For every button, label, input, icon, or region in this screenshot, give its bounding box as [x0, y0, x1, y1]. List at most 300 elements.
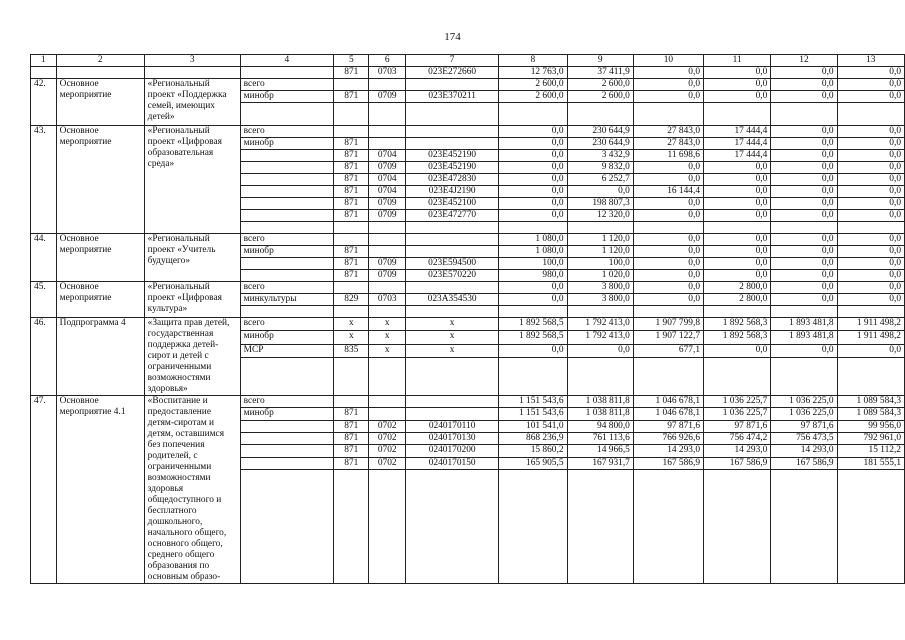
empty-cell: [771, 469, 837, 583]
recipient-cell: [240, 270, 333, 282]
year-2024-cell: 0,0: [837, 79, 904, 91]
target-article-cell: 023E452190: [405, 150, 498, 162]
target-article-cell: 023E594500: [405, 258, 498, 270]
empty-cell: [499, 306, 567, 318]
header-cell: 6: [369, 55, 406, 67]
year-2020-cell: 37 411,9: [567, 67, 633, 79]
year-2023-cell: 0,0: [771, 79, 837, 91]
recipient-cell: всего: [240, 282, 333, 294]
year-2023-cell: 0,0: [771, 198, 837, 210]
empty-cell: [633, 103, 703, 126]
empty-cell: [633, 469, 703, 583]
gpbs-cell: 829: [334, 294, 369, 306]
year-2020-cell: 14 966,5: [567, 445, 633, 457]
header-cell: 2: [56, 55, 144, 67]
gpbs-cell: [334, 234, 369, 246]
year-2024-cell: 1 089 584,3: [837, 408, 904, 420]
recipient-cell: [240, 198, 333, 210]
year-2021-cell: 27 843,0: [633, 138, 703, 150]
target-article-cell: 023A354530: [405, 294, 498, 306]
header-cell: 11: [704, 55, 771, 67]
table-body: [31, 67, 905, 584]
year-2019-cell: 1 151 543,6: [499, 396, 567, 408]
section-cell: [369, 408, 406, 420]
empty-cell: [405, 306, 498, 318]
event-name-cell: Основное мероприятие: [56, 234, 144, 282]
empty-cell: [334, 469, 369, 583]
empty-cell: [837, 469, 904, 583]
empty-cell: [405, 103, 498, 126]
year-2021-cell: 0,0: [633, 174, 703, 186]
year-2024-cell: 1 089 584,3: [837, 396, 904, 408]
empty-cell: [240, 103, 333, 126]
year-2021-cell: 1 046 678,1: [633, 396, 703, 408]
target-article-cell: 0240170150: [405, 457, 498, 469]
empty-cell: [240, 358, 333, 396]
recipient-cell: [240, 150, 333, 162]
year-2019-cell: 0,0: [499, 126, 567, 138]
year-2024-cell: 0,0: [837, 270, 904, 282]
year-2022-cell: 0,0: [704, 186, 771, 198]
section-cell: 0704: [369, 186, 406, 198]
year-2022-cell: 17 444,4: [704, 150, 771, 162]
event-name-cell: Основное мероприятие: [56, 79, 144, 126]
event-name-cell: [56, 67, 144, 79]
empty-cell: [499, 103, 567, 126]
section-cell: x: [369, 344, 406, 357]
event-name-cell: Основное мероприятие: [56, 126, 144, 234]
empty-cell: [334, 358, 369, 396]
gpbs-cell: 871: [334, 270, 369, 282]
year-2021-cell: 0,0: [633, 294, 703, 306]
empty-cell: [704, 222, 771, 234]
table-row: [31, 79, 905, 91]
section-cell: 0709: [369, 162, 406, 174]
year-2022-cell: 0,0: [704, 91, 771, 103]
year-2024-cell: 792 961,0: [837, 432, 904, 444]
year-2020-cell: 230 644,9: [567, 126, 633, 138]
recipient-cell: [240, 67, 333, 79]
year-2021-cell: 11 698,6: [633, 150, 703, 162]
empty-cell: [837, 222, 904, 234]
recipient-cell: [240, 445, 333, 457]
year-2022-cell: 2 800,0: [704, 294, 771, 306]
year-2020-cell: 1 038 811,8: [567, 396, 633, 408]
year-2022-cell: 0,0: [704, 174, 771, 186]
target-article-cell: 023E472830: [405, 174, 498, 186]
year-2021-cell: 16 144,4: [633, 186, 703, 198]
year-2022-cell: 0,0: [704, 258, 771, 270]
year-2023-cell: 167 586,9: [771, 457, 837, 469]
year-2023-cell: 0,0: [771, 162, 837, 174]
target-article-cell: [405, 234, 498, 246]
section-cell: [369, 234, 406, 246]
year-2019-cell: 2 600,0: [499, 91, 567, 103]
year-2020-cell: 94 800,0: [567, 420, 633, 432]
year-2021-cell: 0,0: [633, 198, 703, 210]
empty-cell: [240, 306, 333, 318]
empty-cell: [567, 358, 633, 396]
year-2024-cell: 0,0: [837, 91, 904, 103]
year-2023-cell: 14 293,0: [771, 445, 837, 457]
gpbs-cell: 871: [334, 420, 369, 432]
empty-cell: [499, 222, 567, 234]
year-2023-cell: 0,0: [771, 174, 837, 186]
empty-cell: [567, 469, 633, 583]
year-2019-cell: 0,0: [499, 344, 567, 357]
header-cell: 3: [144, 55, 240, 67]
gpbs-cell: [334, 126, 369, 138]
empty-cell: [334, 306, 369, 318]
project-cell: «Региональный проект «Поддержка семей, имеющих детей»: [144, 79, 240, 126]
empty-cell: [704, 358, 771, 396]
recipient-cell: всего: [240, 126, 333, 138]
year-2023-cell: 0,0: [771, 150, 837, 162]
target-article-cell: [405, 396, 498, 408]
gpbs-cell: 871: [334, 91, 369, 103]
project-cell: «Воспитание и предоставление детям-сиротам и детям, оставшимся без попечения родителей, с ограниченными возможностями здоровья общедоступного и бесплатного дошкольного, начального общего, основного общего, среднего общего образования по основным образо-: [144, 396, 240, 584]
year-2022-cell: 1 892 568,3: [704, 331, 771, 344]
year-2021-cell: 1 907 122,7: [633, 331, 703, 344]
year-2020-cell: 9 832,0: [567, 162, 633, 174]
year-2022-cell: 1 892 568,3: [704, 318, 771, 331]
year-2023-cell: 0,0: [771, 294, 837, 306]
year-2024-cell: 0,0: [837, 258, 904, 270]
header-cell: 12: [771, 55, 837, 67]
year-2022-cell: 97 871,6: [704, 420, 771, 432]
year-2020-cell: 1 792 413,0: [567, 318, 633, 331]
target-article-cell: 023E370211: [405, 91, 498, 103]
year-2021-cell: 0,0: [633, 270, 703, 282]
year-2023-cell: 0,0: [771, 186, 837, 198]
target-article-cell: 023E452100: [405, 198, 498, 210]
year-2020-cell: 198 807,3: [567, 198, 633, 210]
year-2022-cell: 0,0: [704, 210, 771, 222]
year-2021-cell: 0,0: [633, 210, 703, 222]
year-2020-cell: 2 600,0: [567, 79, 633, 91]
recipient-cell: [240, 420, 333, 432]
year-2019-cell: 1 892 568,5: [499, 318, 567, 331]
section-cell: [369, 79, 406, 91]
empty-cell: [633, 358, 703, 396]
project-cell: «Защита прав детей, государственная поддержка детей-сирот и детей с ограниченными возможностями здоровья»: [144, 318, 240, 396]
gpbs-cell: 871: [334, 432, 369, 444]
header-cell: 1: [31, 55, 57, 67]
target-article-cell: x: [405, 331, 498, 344]
recipient-cell: всего: [240, 234, 333, 246]
year-2023-cell: 0,0: [771, 138, 837, 150]
gpbs-cell: 871: [334, 210, 369, 222]
year-2023-cell: 756 473,5: [771, 432, 837, 444]
year-2024-cell: 0,0: [837, 174, 904, 186]
year-2019-cell: 0,0: [499, 150, 567, 162]
year-2023-cell: 0,0: [771, 67, 837, 79]
year-2024-cell: 0,0: [837, 210, 904, 222]
gpbs-cell: [334, 79, 369, 91]
year-2021-cell: 0,0: [633, 234, 703, 246]
row-number-cell: 43.: [31, 126, 57, 234]
year-2023-cell: 0,0: [771, 246, 837, 258]
year-2024-cell: 0,0: [837, 67, 904, 79]
recipient-cell: всего: [240, 318, 333, 331]
year-2020-cell: 3 432,9: [567, 150, 633, 162]
year-2020-cell: 1 020,0: [567, 270, 633, 282]
target-article-cell: [405, 79, 498, 91]
gpbs-cell: [334, 282, 369, 294]
empty-cell: [633, 306, 703, 318]
empty-cell: [405, 469, 498, 583]
year-2019-cell: 0,0: [499, 174, 567, 186]
year-2023-cell: 0,0: [771, 270, 837, 282]
year-2023-cell: 1 893 481,8: [771, 331, 837, 344]
year-2023-cell: 0,0: [771, 126, 837, 138]
empty-cell: [567, 306, 633, 318]
table-row: [31, 234, 905, 246]
year-2022-cell: 14 293,0: [704, 445, 771, 457]
year-2019-cell: 1 080,0: [499, 234, 567, 246]
gpbs-cell: 835: [334, 344, 369, 357]
page-number: 174: [444, 31, 461, 43]
header-cell: 13: [837, 55, 904, 67]
year-2023-cell: 0,0: [771, 210, 837, 222]
year-2021-cell: 1 907 799,8: [633, 318, 703, 331]
empty-cell: [499, 358, 567, 396]
year-2020-cell: 100,0: [567, 258, 633, 270]
gpbs-cell: 871: [334, 138, 369, 150]
year-2023-cell: 1 036 225,0: [771, 396, 837, 408]
year-2019-cell: 0,0: [499, 162, 567, 174]
empty-cell: [704, 469, 771, 583]
target-article-cell: x: [405, 344, 498, 357]
recipient-cell: минобр: [240, 246, 333, 258]
empty-cell: [567, 103, 633, 126]
gpbs-cell: 871: [334, 174, 369, 186]
year-2021-cell: 0,0: [633, 246, 703, 258]
header-cell: 8: [499, 55, 567, 67]
section-cell: 0702: [369, 445, 406, 457]
section-cell: x: [369, 331, 406, 344]
year-2019-cell: 980,0: [499, 270, 567, 282]
year-2021-cell: 0,0: [633, 162, 703, 174]
gpbs-cell: 871: [334, 258, 369, 270]
year-2024-cell: 99 956,0: [837, 420, 904, 432]
gpbs-cell: [334, 396, 369, 408]
year-2019-cell: 868 236,9: [499, 432, 567, 444]
empty-cell: [369, 358, 406, 396]
empty-cell: [499, 469, 567, 583]
year-2022-cell: 0,0: [704, 270, 771, 282]
target-article-cell: 023E472770: [405, 210, 498, 222]
gpbs-cell: 871: [334, 445, 369, 457]
year-2021-cell: 97 871,6: [633, 420, 703, 432]
year-2020-cell: 761 113,6: [567, 432, 633, 444]
year-2024-cell: 0,0: [837, 162, 904, 174]
row-number-cell: 44.: [31, 234, 57, 282]
row-number-cell: 46.: [31, 318, 57, 396]
year-2022-cell: 0,0: [704, 67, 771, 79]
year-2022-cell: 0,0: [704, 198, 771, 210]
year-2024-cell: 0,0: [837, 126, 904, 138]
year-2024-cell: 0,0: [837, 234, 904, 246]
year-2022-cell: 0,0: [704, 79, 771, 91]
empty-cell: [837, 103, 904, 126]
row-number-cell: [31, 67, 57, 79]
target-article-cell: 023E272660: [405, 67, 498, 79]
year-2020-cell: 1 038 811,8: [567, 408, 633, 420]
table-row: [31, 396, 905, 408]
year-2019-cell: 0,0: [499, 282, 567, 294]
year-2019-cell: 12 763,0: [499, 67, 567, 79]
year-2024-cell: 1 911 498,2: [837, 318, 904, 331]
year-2023-cell: 0,0: [771, 91, 837, 103]
gpbs-cell: x: [334, 331, 369, 344]
row-number-cell: 42.: [31, 79, 57, 126]
year-2021-cell: 0,0: [633, 282, 703, 294]
empty-cell: [334, 222, 369, 234]
year-2019-cell: 0,0: [499, 186, 567, 198]
section-cell: [369, 282, 406, 294]
year-2023-cell: 0,0: [771, 258, 837, 270]
year-2021-cell: 0,0: [633, 258, 703, 270]
empty-cell: [771, 103, 837, 126]
year-2024-cell: 15 112,2: [837, 445, 904, 457]
year-2022-cell: 756 474,2: [704, 432, 771, 444]
empty-cell: [837, 358, 904, 396]
year-2024-cell: 0,0: [837, 198, 904, 210]
gpbs-cell: 871: [334, 408, 369, 420]
year-2020-cell: 12 320,0: [567, 210, 633, 222]
target-article-cell: [405, 282, 498, 294]
table-row: [31, 318, 905, 331]
year-2023-cell: 97 871,6: [771, 420, 837, 432]
target-article-cell: 023E4J2190: [405, 186, 498, 198]
year-2019-cell: 101 541,0: [499, 420, 567, 432]
empty-cell: [369, 469, 406, 583]
section-cell: 0709: [369, 210, 406, 222]
year-2021-cell: 1 046 678,1: [633, 408, 703, 420]
year-2019-cell: 100,0: [499, 258, 567, 270]
recipient-cell: [240, 186, 333, 198]
section-cell: 0702: [369, 432, 406, 444]
year-2020-cell: 0,0: [567, 344, 633, 357]
gpbs-cell: 871: [334, 457, 369, 469]
empty-cell: [405, 222, 498, 234]
year-2024-cell: 0,0: [837, 282, 904, 294]
recipient-cell: [240, 174, 333, 186]
target-article-cell: 0240170130: [405, 432, 498, 444]
year-2023-cell: 0,0: [771, 282, 837, 294]
empty-cell: [633, 222, 703, 234]
project-cell: «Региональный проект «Цифровая образовательная среда»: [144, 126, 240, 234]
year-2020-cell: 3 800,0: [567, 294, 633, 306]
header-cell: 5: [334, 55, 369, 67]
year-2019-cell: 2 600,0: [499, 79, 567, 91]
year-2019-cell: 1 151 543,6: [499, 408, 567, 420]
section-cell: [369, 138, 406, 150]
year-2022-cell: 2 800,0: [704, 282, 771, 294]
year-2020-cell: 1 792 413,0: [567, 331, 633, 344]
year-2023-cell: 1 036 225,0: [771, 408, 837, 420]
section-cell: 0702: [369, 420, 406, 432]
year-2024-cell: 0,0: [837, 138, 904, 150]
recipient-cell: [240, 162, 333, 174]
section-cell: [369, 396, 406, 408]
empty-cell: [405, 358, 498, 396]
year-2024-cell: 181 555,1: [837, 457, 904, 469]
recipient-cell: [240, 432, 333, 444]
empty-cell: [567, 222, 633, 234]
target-article-cell: 0240170110: [405, 420, 498, 432]
year-2019-cell: 0,0: [499, 198, 567, 210]
year-2022-cell: 0,0: [704, 246, 771, 258]
section-cell: 0709: [369, 258, 406, 270]
recipient-cell: [240, 457, 333, 469]
event-name-cell: Подпрограмма 4: [56, 318, 144, 396]
target-article-cell: [405, 126, 498, 138]
year-2019-cell: 1 892 568,5: [499, 331, 567, 344]
target-article-cell: [405, 408, 498, 420]
event-name-cell: Основное мероприятие 4.1: [56, 396, 144, 584]
year-2022-cell: 1 036 225,7: [704, 408, 771, 420]
year-2020-cell: 2 600,0: [567, 91, 633, 103]
empty-cell: [240, 469, 333, 583]
year-2021-cell: 0,0: [633, 91, 703, 103]
header-cell: 4: [240, 55, 333, 67]
year-2024-cell: 0,0: [837, 186, 904, 198]
gpbs-cell: x: [334, 318, 369, 331]
year-2019-cell: 0,0: [499, 138, 567, 150]
gpbs-cell: 871: [334, 198, 369, 210]
recipient-cell: [240, 258, 333, 270]
year-2022-cell: 17 444,4: [704, 138, 771, 150]
project-cell: «Региональный проект «Цифровая культура»: [144, 282, 240, 318]
section-cell: x: [369, 318, 406, 331]
year-2021-cell: 766 926,6: [633, 432, 703, 444]
recipient-cell: минобр: [240, 138, 333, 150]
recipient-cell: минобр: [240, 331, 333, 344]
target-article-cell: 023E570220: [405, 270, 498, 282]
year-2020-cell: 1 120,0: [567, 246, 633, 258]
empty-cell: [369, 103, 406, 126]
year-2020-cell: 3 800,0: [567, 282, 633, 294]
recipient-cell: всего: [240, 79, 333, 91]
year-2024-cell: 0,0: [837, 344, 904, 357]
section-cell: 0709: [369, 270, 406, 282]
row-number-cell: 45.: [31, 282, 57, 318]
section-cell: 0709: [369, 91, 406, 103]
empty-cell: [704, 306, 771, 318]
target-article-cell: 023E452190: [405, 162, 498, 174]
recipient-cell: минкультуры: [240, 294, 333, 306]
recipient-cell: МСР: [240, 344, 333, 357]
row-number-cell: 47.: [31, 396, 57, 584]
year-2022-cell: 0,0: [704, 234, 771, 246]
gpbs-cell: 871: [334, 246, 369, 258]
year-2023-cell: 1 893 481,8: [771, 318, 837, 331]
section-cell: 0704: [369, 150, 406, 162]
header-cell: 7: [405, 55, 498, 67]
section-cell: 0703: [369, 67, 406, 79]
year-2020-cell: 167 931,7: [567, 457, 633, 469]
target-article-cell: x: [405, 318, 498, 331]
empty-cell: [334, 103, 369, 126]
year-2024-cell: 0,0: [837, 150, 904, 162]
event-name-cell: Основное мероприятие: [56, 282, 144, 318]
empty-cell: [771, 358, 837, 396]
year-2024-cell: 1 911 498,2: [837, 331, 904, 344]
section-cell: 0709: [369, 198, 406, 210]
gpbs-cell: 871: [334, 67, 369, 79]
